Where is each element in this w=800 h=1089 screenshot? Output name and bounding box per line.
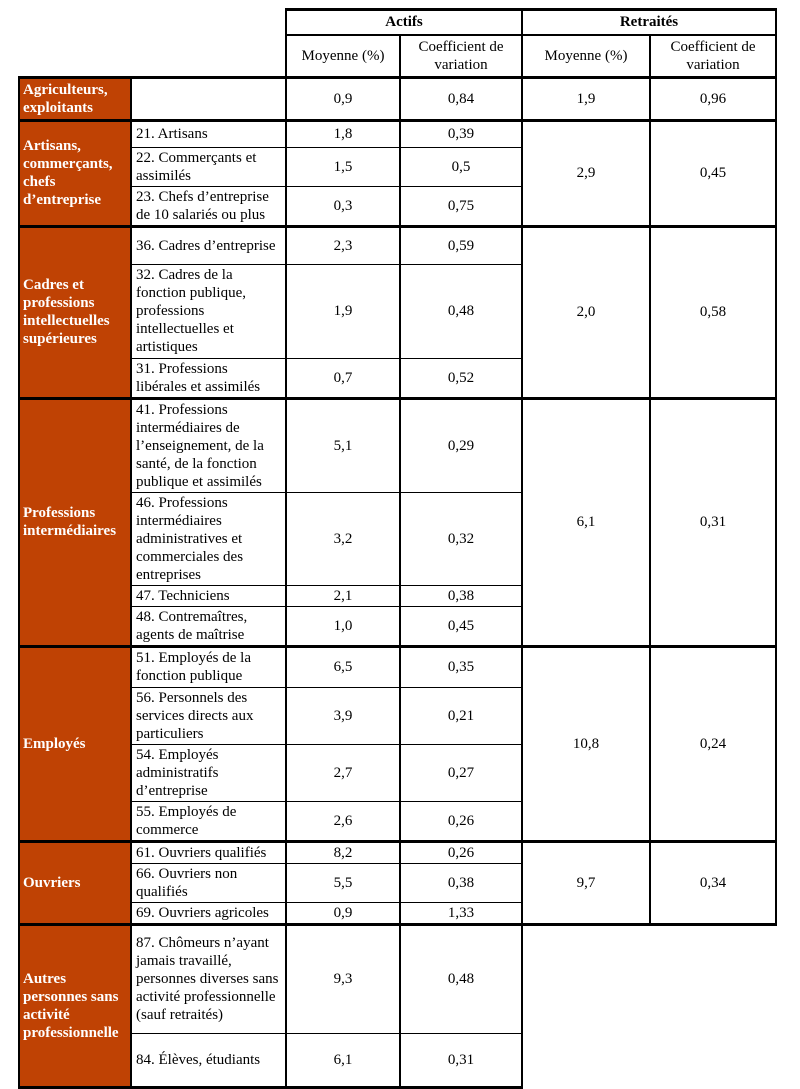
actifs-coeff-cell: 0,48 <box>400 264 522 358</box>
actifs-moyenne-cell: 1,9 <box>286 264 400 358</box>
actifs-moyenne-cell: 5,1 <box>286 398 400 492</box>
category-label-cell: 22. Commerçants et assimilés <box>131 147 286 186</box>
category-label-cell: 56. Personnels des services directs aux particuliers <box>131 687 286 744</box>
category-label-cell: 31. Professions libérales et assimilés <box>131 358 286 398</box>
group-label-cell: Agriculteurs, exploitants <box>19 77 131 120</box>
actifs-coeff-cell: 0,32 <box>400 492 522 585</box>
retraites-coeff-cell: 0,31 <box>650 398 776 646</box>
actifs-coeff-cell: 0,26 <box>400 801 522 841</box>
category-label-cell: 66. Ouvriers non qualifiés <box>131 863 286 902</box>
actifs-coeff-cell: 0,45 <box>400 606 522 646</box>
retraites-moyenne-cell: 2,0 <box>522 226 650 398</box>
retraites-coeff-cell: 0,58 <box>650 226 776 398</box>
actifs-moyenne-cell: 0,7 <box>286 358 400 398</box>
actifs-coeff-cell: 0,27 <box>400 744 522 801</box>
category-label-cell: 23. Chefs d’entreprise de 10 salariés ou plus <box>131 186 286 226</box>
group-label-cell: Artisans, commerçants, chefs d’entreprise <box>19 120 131 226</box>
category-label-cell: 61. Ouvriers qualifiés <box>131 841 286 863</box>
category-label-cell: 69. Ouvriers agricoles <box>131 902 286 924</box>
group-label-cell: Autres personnes sans activité professionnelle <box>19 924 131 1087</box>
actifs-coeff-cell: 0,84 <box>400 77 522 120</box>
retraites-coeff-cell: 0,24 <box>650 646 776 841</box>
actifs-coeff-cell: 0,31 <box>400 1033 522 1087</box>
actifs-coeff-cell: 0,38 <box>400 585 522 606</box>
actifs-coeff-cell: 0,38 <box>400 863 522 902</box>
actifs-moyenne-cell: 1,0 <box>286 606 400 646</box>
category-label-cell: 48. Contremaîtres, agents de maîtrise <box>131 606 286 646</box>
actifs-moyenne-cell: 9,3 <box>286 924 400 1033</box>
category-label-cell: 55. Employés de commerce <box>131 801 286 841</box>
actifs-coeff-cell: 0,59 <box>400 226 522 264</box>
retraites-moyenne-cell: 6,1 <box>522 398 650 646</box>
subheader-moyenne-retraites: Moyenne (%) <box>522 35 650 78</box>
category-label-cell: 54. Employés administratifs d’entreprise <box>131 744 286 801</box>
actifs-moyenne-cell: 1,5 <box>286 147 400 186</box>
actifs-moyenne-cell: 0,3 <box>286 186 400 226</box>
group-label-cell: Ouvriers <box>19 841 131 924</box>
category-label-cell: 41. Professions intermédiaires de l’enseignement, de la santé, de la fonction publique et assimilés <box>131 398 286 492</box>
category-label-cell <box>131 77 286 120</box>
category-label-cell: 87. Chômeurs n’ayant jamais travaillé, personnes diverses sans activité professionnelle (sauf retraités) <box>131 924 286 1033</box>
subheader-coeff-retraites: Coefficient de variation <box>650 35 776 78</box>
actifs-moyenne-cell: 2,7 <box>286 744 400 801</box>
retraites-coeff-cell: 0,96 <box>650 77 776 120</box>
actifs-coeff-cell: 0,5 <box>400 147 522 186</box>
actifs-moyenne-cell: 0,9 <box>286 77 400 120</box>
category-label-cell: 51. Employés de la fonction publique <box>131 646 286 687</box>
retraites-coeff-cell: 0,34 <box>650 841 776 924</box>
actifs-moyenne-cell: 0,9 <box>286 902 400 924</box>
header-spacer <box>19 35 131 78</box>
col-group-header-actifs: Actifs <box>286 10 522 35</box>
retraites-coeff-cell: 0,45 <box>650 120 776 226</box>
retraites-moyenne-cell: 10,8 <box>522 646 650 841</box>
group-label-cell: Cadres et professions intellectuelles supérieures <box>19 226 131 398</box>
subheader-moyenne-actifs: Moyenne (%) <box>286 35 400 78</box>
actifs-coeff-cell: 0,21 <box>400 687 522 744</box>
actifs-coeff-cell: 0,75 <box>400 186 522 226</box>
actifs-coeff-cell: 0,52 <box>400 358 522 398</box>
category-label-cell: 46. Professions intermédiaires administratives et commerciales des entreprises <box>131 492 286 585</box>
category-label-cell: 32. Cadres de la fonction publique, professions intellectuelles et artistiques <box>131 264 286 358</box>
actifs-coeff-cell: 0,26 <box>400 841 522 863</box>
actifs-moyenne-cell: 2,6 <box>286 801 400 841</box>
actifs-coeff-cell: 0,39 <box>400 120 522 147</box>
actifs-moyenne-cell: 3,2 <box>286 492 400 585</box>
category-label-cell: 84. Élèves, étudiants <box>131 1033 286 1087</box>
header-spacer <box>19 10 131 35</box>
actifs-moyenne-cell: 3,9 <box>286 687 400 744</box>
group-label-cell: Professions intermédiaires <box>19 398 131 646</box>
col-group-header-retraites: Retraités <box>522 10 776 35</box>
retraites-moyenne-cell: 1,9 <box>522 77 650 120</box>
actifs-moyenne-cell: 2,3 <box>286 226 400 264</box>
actifs-moyenne-cell: 2,1 <box>286 585 400 606</box>
actifs-moyenne-cell: 6,1 <box>286 1033 400 1087</box>
category-label-cell: 36. Cadres d’entreprise <box>131 226 286 264</box>
category-label-cell: 21. Artisans <box>131 120 286 147</box>
group-label-cell: Employés <box>19 646 131 841</box>
actifs-moyenne-cell: 8,2 <box>286 841 400 863</box>
actifs-coeff-cell: 0,48 <box>400 924 522 1033</box>
category-label-cell: 47. Techniciens <box>131 585 286 606</box>
stats-table <box>18 8 777 1089</box>
actifs-moyenne-cell: 6,5 <box>286 646 400 687</box>
header-spacer <box>131 10 286 35</box>
actifs-moyenne-cell: 1,8 <box>286 120 400 147</box>
actifs-coeff-cell: 1,33 <box>400 902 522 924</box>
retraites-moyenne-cell: 2,9 <box>522 120 650 226</box>
actifs-coeff-cell: 0,35 <box>400 646 522 687</box>
actifs-coeff-cell: 0,29 <box>400 398 522 492</box>
actifs-moyenne-cell: 5,5 <box>286 863 400 902</box>
header-spacer <box>131 35 286 78</box>
retraites-moyenne-cell: 9,7 <box>522 841 650 924</box>
subheader-coeff-actifs: Coefficient de variation <box>400 35 522 78</box>
